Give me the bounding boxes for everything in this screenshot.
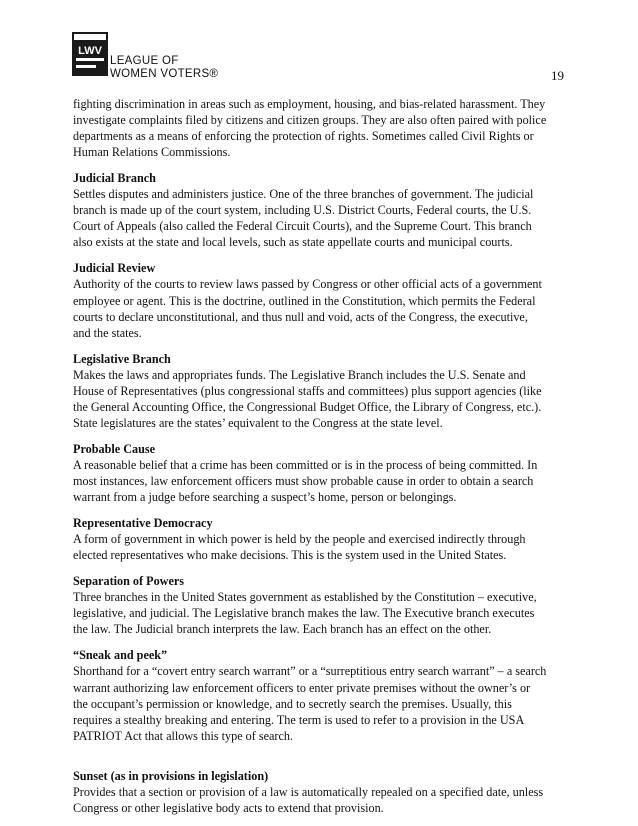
text-line: most instances, law enforcement officers must show probable cause in order to obtain a search (73, 473, 534, 488)
entry-term: Legislative Branch (73, 351, 171, 366)
text-line: the occupant’s permission or knowledge, and to secretly search the premises. Usually, this (73, 696, 512, 711)
text-line: Court of Appeals (also called the Federal Circuit Courts), and the Supreme Court. This branch (73, 219, 532, 234)
entry-term: Judicial Review (73, 261, 156, 276)
glossary-entry-sneak-and-peek (73, 647, 567, 743)
text-line: employee or agent. This is the doctrine, outlined in the Constitution, which permits the Federal (73, 293, 536, 308)
lwv-logo-mark-text: LWV (78, 45, 102, 57)
logo-line-2: WOMEN VOTERS® (110, 68, 219, 80)
text-line: Congress or other legislative body acts to extend that provision. (73, 800, 384, 815)
entry-term: Judicial Branch (73, 171, 156, 186)
intro-paragraph (73, 96, 567, 160)
text-line: Shorthand for a “covert entry search warrant” or a “surreptitious entry search warrant” – a search (73, 664, 547, 679)
glossary-entry-separation-of-powers (73, 573, 567, 637)
entry-term: Sunset (as in provisions in legislation) (73, 768, 269, 783)
entry-term: “Sneak and peek” (73, 648, 168, 663)
entry-term: Representative Democracy (73, 516, 213, 531)
glossary-entry-sunset (73, 768, 567, 816)
text-line: A reasonable belief that a crime has been committed or is in the process of being committed. In (73, 457, 538, 472)
text-line: Authority of the courts to review laws passed by Congress or other official acts of a government (73, 277, 542, 292)
lwv-logo (72, 32, 242, 82)
text-line: elected representatives who make decisions. This is the system used in the United States. (73, 548, 507, 563)
glossary-content (73, 96, 567, 826)
glossary-entry-legislative-branch (73, 351, 567, 431)
lwv-logo-mark (72, 32, 108, 76)
glossary-entry-judicial-review (73, 260, 567, 340)
text-line: Settles disputes and administers justice. One of the three branches of government. The judicial (73, 187, 534, 202)
text-line: branch is made up of the court system, including U.S. District Courts, Federal courts, the U.S. (73, 203, 532, 218)
text-line: warrant from a judge before searching a suspect’s home, person or belongings. (73, 490, 457, 505)
text-line: and the states. (73, 325, 142, 340)
text-line: courts to declare unconstitutional, and thus null and void, acts of the Congress, the executive, (73, 309, 528, 324)
text-line: Three branches in the United States government as established by the Constitution – executive, (73, 590, 537, 605)
entry-term: Separation of Powers (73, 574, 185, 589)
text-line: House of Representatives (plus congressional staffs and committees) plus support agencies (like (73, 383, 542, 398)
text-line: warrant authorizing law enforcement officers to enter private premises without the owner’s or (73, 680, 531, 695)
entry-term: Probable Cause (73, 441, 156, 456)
logo-line-1: LEAGUE OF (110, 55, 179, 67)
text-line: the General Accounting Office, the Congressional Budget Office, the Library of Congress, etc.). (73, 399, 542, 414)
text-line: PATRIOT Act that allows this type of search. (73, 728, 294, 743)
text-line: legislative, and judicial. The Legislative branch makes the law. The Executive branch executes (73, 606, 535, 621)
text-line: also exists at the state and local levels, such as state appellate courts and municipal courts. (73, 235, 513, 250)
glossary-entry-probable-cause (73, 441, 567, 505)
text-line: departments as a means of enforcing the protection of rights. Sometimes called Civil Rights or (73, 129, 534, 144)
glossary-entry-judicial-branch (73, 170, 567, 250)
text-line: Human Relations Commissions. (73, 145, 231, 160)
text-line: the law. The Judicial branch interprets the law. Each branch has an effect on the other. (73, 622, 492, 637)
lwv-logo-text (110, 55, 218, 81)
text-line: Provides that a section or provision of a law is automatically repealed on a specified date, unless (73, 784, 544, 799)
text-line: A form of government in which power is held by the people and exercised indirectly through (73, 532, 526, 547)
text-line: State legislatures are the states’ equivalent to the Congress at the state level. (73, 415, 443, 430)
text-line: fighting discrimination in areas such as employment, housing, and bias-related harassment. They (73, 97, 546, 111)
section-spacer (73, 754, 567, 768)
text-line: Makes the laws and appropriates funds. The Legislative Branch includes the U.S. Senate and (73, 367, 526, 382)
page-number: 19 (551, 68, 564, 83)
text-line: investigate complaints filed by citizens and citizen groups. They are also often paired with police (73, 113, 547, 128)
glossary-entry-representative-democracy (73, 515, 567, 563)
text-line: requires a stealthy breaking and entering. The term is used to refer to a provision in the USA (73, 712, 525, 727)
